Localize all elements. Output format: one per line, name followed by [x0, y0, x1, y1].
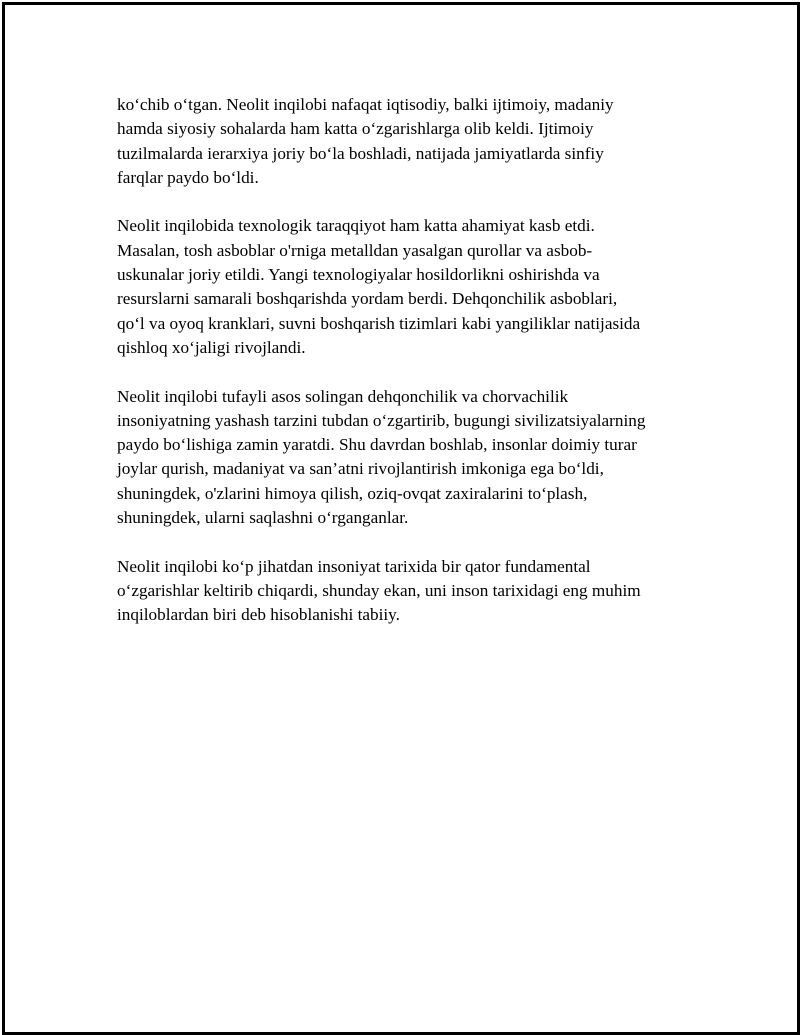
text-line: resurslarni samarali boshqarishda yordam berdi. Dehqonchilik asboblari,	[117, 289, 618, 309]
text-line: qo‘l va oyoq kranklari, suvni boshqarish tizimlari kabi yangiliklar natijasida	[117, 313, 641, 333]
text-line: shuningdek, ularni saqlashni o‘rganganlar.	[117, 508, 409, 528]
text-line: shuningdek, o'zlarini himoya qilish, oziq-ovqat zaxiralarini to‘plash,	[117, 483, 588, 503]
paragraph-2	[117, 214, 697, 360]
text-line: tuzilmalarda ierarxiya joriy bo‘la boshladi, natijada jamiyatlarda sinfiy	[117, 143, 604, 163]
text-line: ko‘chib o‘tgan. Neolit inqilobi nafaqat iqtisodiy, balki ijtimoiy, madaniy	[117, 95, 614, 114]
text-line: paydo bo‘lishiga zamin yaratdi. Shu davrdan boshlab, insonlar doimiy turar	[117, 435, 637, 455]
text-line: hamda siyosiy sohalarda ham katta o‘zgarishlarga olib keldi. Ijtimoiy	[117, 119, 594, 139]
paragraph-1	[117, 93, 697, 190]
paragraph-4	[117, 555, 697, 628]
text-line: uskunalar joriy etildi. Yangi texnologiyalar hosildorlikni oshirishda va	[117, 265, 600, 285]
text-line: qishloq xo‘jaligi rivojlandi.	[117, 337, 306, 357]
text-line: Neolit inqilobida texnologik taraqqiyot ham katta ahamiyat kasb etdi.	[117, 216, 595, 236]
text-line: Neolit inqilobi tufayli asos solingan dehqonchilik va chorvachilik	[117, 386, 569, 406]
text-line: insoniyatning yashash tarzini tubdan o‘zgartirib, bugungi sivilizatsiyalarning	[117, 410, 646, 430]
text-line: Neolit inqilobi ko‘p jihatdan insoniyat tarixida bir qator fundamental	[117, 556, 591, 576]
document-body	[117, 93, 697, 652]
text-line: o‘zgarishlar keltirib chiqardi, shunday ekan, uni inson tarixidagi eng muhim	[117, 580, 641, 600]
text-line: Masalan, tosh asboblar o'rniga metalldan yasalgan qurollar va asbob-	[117, 240, 593, 260]
text-line: farqlar paydo bo‘ldi.	[117, 167, 259, 187]
text-line: inqiloblardan biri deb hisoblanishi tabiiy.	[117, 605, 400, 625]
paragraph-3	[117, 385, 697, 531]
text-line: joylar qurish, madaniyat va san’atni rivojlantirish imkoniga ega bo‘ldi,	[117, 459, 604, 479]
